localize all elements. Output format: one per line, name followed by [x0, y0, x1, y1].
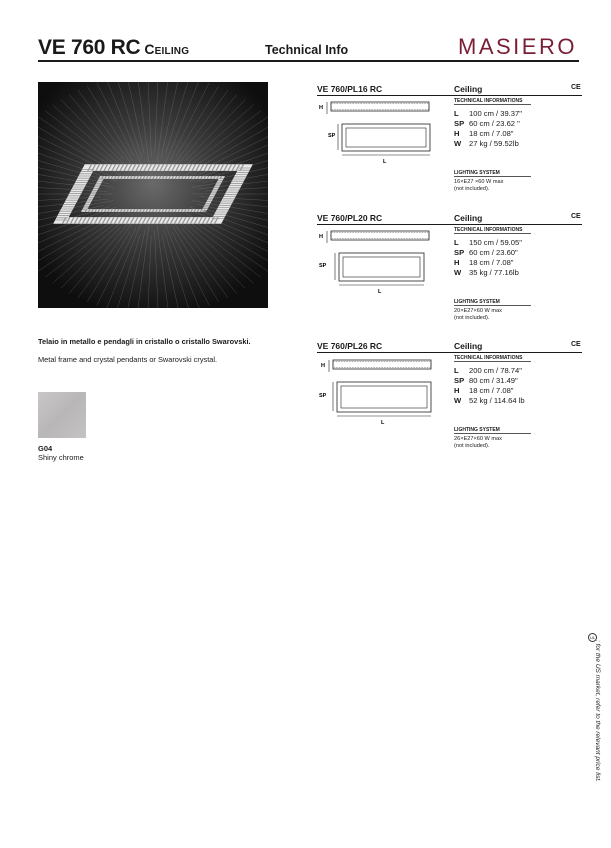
us-market-note: : for the US market, refer to the relevant price list.	[594, 640, 601, 782]
ce-mark-icon: CE	[571, 84, 581, 91]
model-name: VE 760 RC	[38, 36, 141, 59]
dim-l-label: L	[378, 289, 382, 295]
lighting-title: LIGHTING SYSTEM	[454, 427, 500, 433]
dim-l-label: L	[381, 420, 385, 425]
page-title	[38, 36, 189, 60]
description-english: Metal frame and crystal pendants or Swarovski crystal.	[38, 355, 218, 364]
dim-h-label: H	[321, 363, 325, 369]
product-category: Ceiling	[454, 341, 483, 351]
finish-name: Shiny chrome	[38, 453, 84, 462]
product-section-pl16	[317, 84, 582, 214]
tech-info-title: TECHNICAL INFORMATIONS	[454, 98, 523, 104]
tech-info-title: TECHNICAL INFORMATIONS	[454, 227, 523, 233]
section-divider	[317, 95, 582, 96]
product-category: Ceiling	[454, 213, 483, 223]
spec-row-w: W 27 kg / 59.52lb	[454, 139, 519, 148]
ce-mark-icon: CE	[571, 213, 581, 220]
spec-row-sp: SP 80 cm / 31.49"	[454, 376, 518, 385]
dim-sp-label: SP	[319, 393, 327, 399]
spec-row-sp: SP 60 cm / 23.60"	[454, 248, 518, 257]
spec-row-l: L 200 cm / 78.74"	[454, 366, 522, 375]
product-model: VE 760/PL20 RC	[317, 213, 383, 223]
product-section-pl20	[317, 213, 582, 343]
tech-info-title: TECHNICAL INFORMATIONS	[454, 355, 523, 361]
spec-row-h: H 18 cm / 7.08"	[454, 258, 514, 267]
product-model: VE 760/PL26 RC	[317, 341, 383, 351]
section-title: Technical Info	[265, 43, 349, 57]
spec-row-l: L 150 cm / 59.05"	[454, 238, 522, 247]
ce-mark-icon: CE	[571, 341, 581, 348]
section-divider	[317, 224, 582, 225]
brand-logo: MASIERO	[458, 34, 577, 59]
dimension-drawing	[317, 227, 447, 297]
spec-row-h: H 18 cm / 7.08"	[454, 386, 514, 395]
lighting-text: 26×E27×60 W max (not included).	[454, 436, 502, 449]
dim-sp-label: SP	[328, 133, 336, 139]
spec-row-w: W 35 kg / 77.16lb	[454, 268, 519, 277]
finish-code: G04	[38, 444, 53, 453]
lighting-text: 16×E27 ×60 W max (not included).	[454, 179, 504, 192]
lighting-title: LIGHTING SYSTEM	[454, 299, 500, 305]
product-model: VE 760/PL16 RC	[317, 84, 383, 94]
ul-mark-icon: UL	[589, 635, 596, 640]
lighting-title: LIGHTING SYSTEM	[454, 170, 500, 176]
tech-info-divider	[454, 104, 531, 105]
finish-swatch	[38, 392, 86, 438]
lighting-divider	[454, 176, 531, 177]
dimension-drawing	[317, 355, 447, 425]
dim-h-label: H	[319, 105, 323, 111]
dim-sp-label: SP	[319, 263, 327, 269]
header-divider	[38, 60, 579, 62]
dim-l-label: L	[383, 159, 387, 165]
tech-info-divider	[454, 233, 531, 234]
category-label: Ceiling	[144, 41, 190, 57]
product-section-pl26	[317, 341, 582, 471]
spec-row-w: W 52 kg / 114.64 lb	[454, 396, 525, 405]
tech-info-divider	[454, 361, 531, 362]
spec-row-l: L 100 cm / 39.37"	[454, 109, 522, 118]
lighting-divider	[454, 433, 531, 434]
lighting-divider	[454, 305, 531, 306]
dimension-drawing	[317, 98, 447, 168]
product-category: Ceiling	[454, 84, 483, 94]
product-photo	[38, 82, 268, 308]
dim-h-label: H	[319, 234, 323, 240]
section-divider	[317, 352, 582, 353]
spec-row-h: H 18 cm / 7.08"	[454, 129, 514, 138]
lighting-text: 20×E27×60 W max (not included).	[454, 308, 502, 321]
spec-row-sp: SP 60 cm / 23.62 "	[454, 119, 520, 128]
description-italian: Telaio in metallo e pendagli in cristallo o cristallo Swarovski.	[38, 337, 251, 346]
